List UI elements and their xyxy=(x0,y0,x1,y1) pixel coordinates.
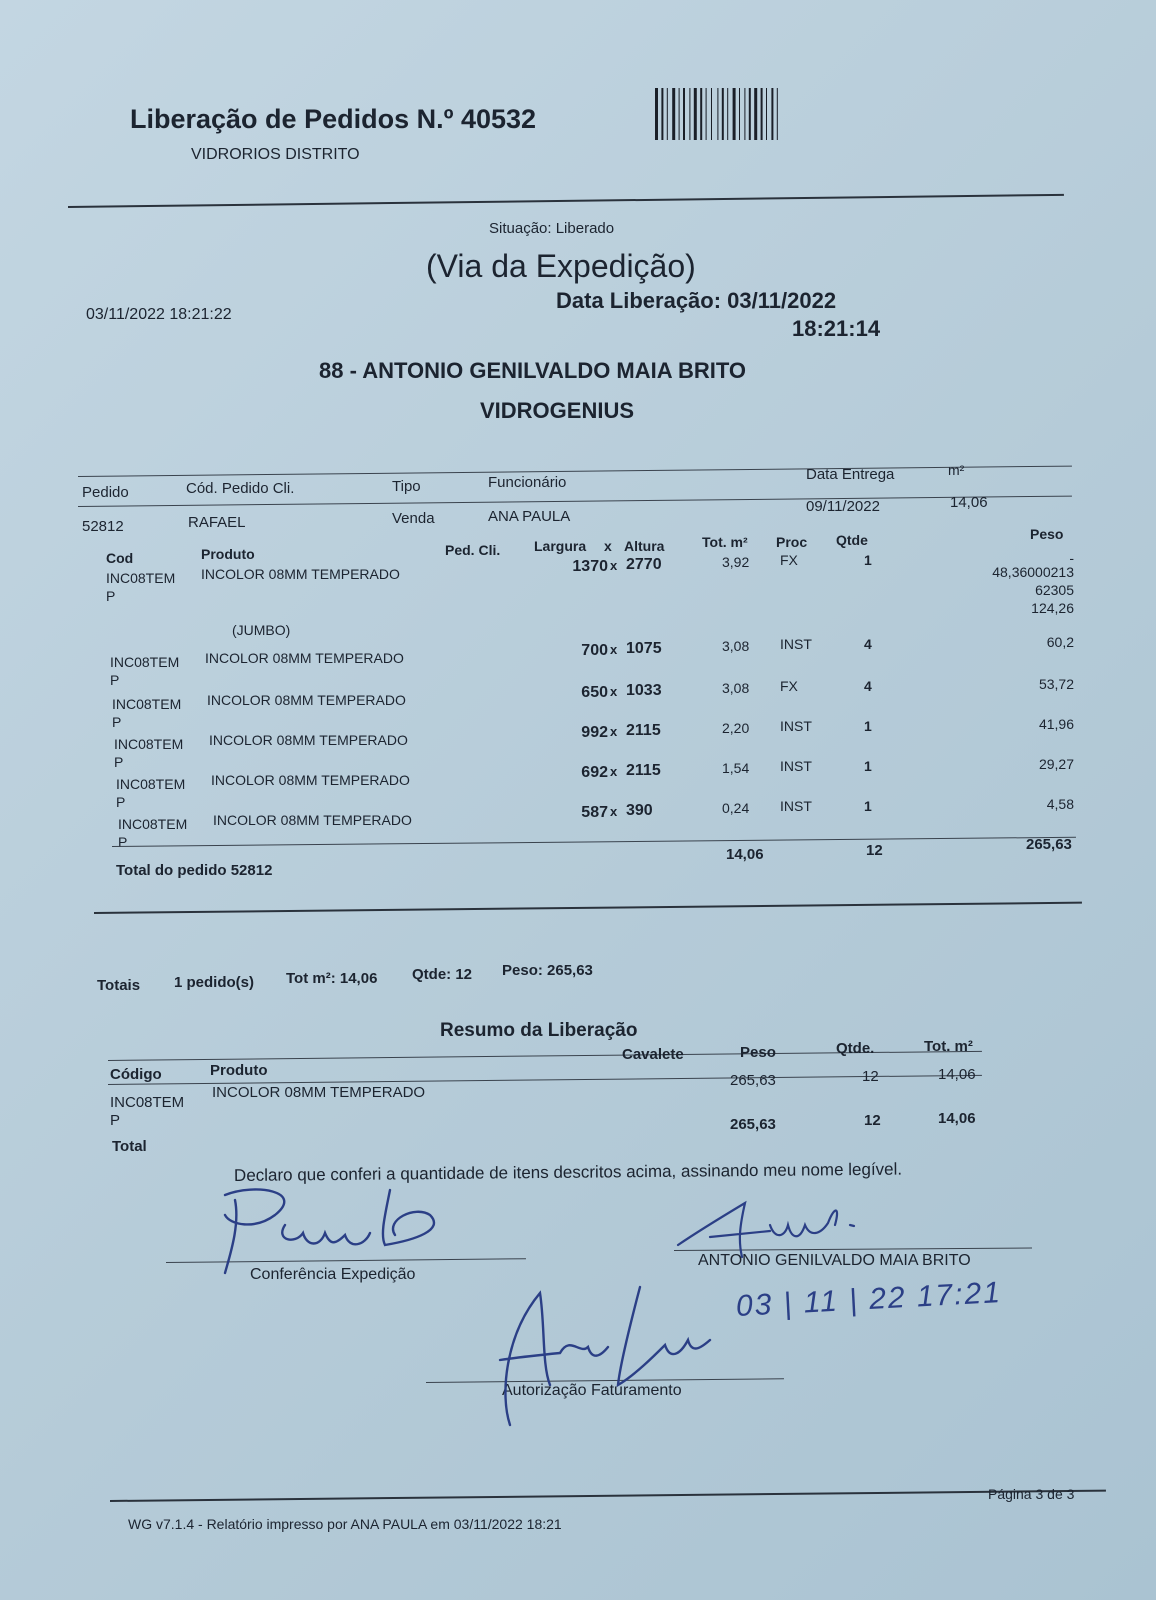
data-liberacao-time: 18:21:14 xyxy=(792,316,881,341)
item-cod-suffix: P xyxy=(112,714,122,730)
value-pedido: 52812 xyxy=(82,518,124,535)
item-largura: 650 xyxy=(581,684,608,701)
col-qtde: Qtde xyxy=(836,532,868,548)
item-tot-m2: 2,20 xyxy=(722,720,750,736)
item-produto: INCOLOR 08MM TEMPERADO xyxy=(211,772,410,788)
resumo-total-peso: 265,63 xyxy=(730,1116,776,1133)
item-cod-suffix: P xyxy=(106,588,116,604)
totais-label: Totais xyxy=(97,977,141,994)
item-altura: 1075 xyxy=(626,640,662,657)
col-cod: Cod xyxy=(106,550,134,566)
item-cod-suffix: P xyxy=(118,834,128,850)
conferencia-label: Conferência Expedição xyxy=(250,1266,416,1283)
item-proc: INST xyxy=(780,718,812,734)
item-produto: INCOLOR 08MM TEMPERADO xyxy=(205,650,404,666)
order-header-mid-line xyxy=(78,496,1072,507)
item-altura: 2770 xyxy=(626,556,662,573)
item-produto: INCOLOR 08MM TEMPERADO xyxy=(213,812,412,828)
item-altura: 2115 xyxy=(626,762,661,779)
signature-autorizacao xyxy=(470,1285,730,1435)
declaration-text: Declaro que conferi a quantidade de itens descritos acima, assinando meu nome legível. xyxy=(233,1159,903,1185)
order-header-top-line xyxy=(78,466,1072,477)
col-proc: Proc xyxy=(776,534,808,550)
resumo-total-m2: 14,06 xyxy=(938,1110,976,1127)
total-pedido-label: Total do pedido 52812 xyxy=(116,862,273,879)
item-peso: 4,58 xyxy=(1046,796,1074,812)
col-ped-cli: Ped. Cli. xyxy=(445,542,501,558)
section-divider xyxy=(94,902,1082,914)
value-funcionario: ANA PAULA xyxy=(488,508,571,525)
item-peso: 41,96 xyxy=(1038,716,1074,732)
resumo-col-tot-m2: Tot. m² xyxy=(924,1038,973,1055)
value-m2: 14,06 xyxy=(950,494,988,511)
total-pedido-peso: 265,63 xyxy=(1026,836,1072,853)
item-produto: INCOLOR 08MM TEMPERADO xyxy=(207,692,406,708)
resumo-col-peso: Peso xyxy=(740,1044,776,1061)
item-peso: 53,72 xyxy=(1038,676,1074,692)
item-cod: INC08TEM xyxy=(118,816,188,832)
label-cod-pedido-cli: Cód. Pedido Cli. xyxy=(186,480,295,497)
item-cod: INC08TEM xyxy=(116,776,186,792)
item-qtde: 1 xyxy=(864,758,872,774)
autorizacao-label: Autorização Faturamento xyxy=(502,1382,682,1399)
totais-pedidos: 1 pedido(s) xyxy=(174,974,255,991)
value-tipo: Venda xyxy=(392,510,435,527)
company-name: VIDRORIOS DISTRITO xyxy=(191,146,360,163)
items-total-line xyxy=(112,837,1076,847)
resumo-total-qtde: 12 xyxy=(864,1112,881,1129)
item-qtde: 4 xyxy=(864,678,872,694)
item-x-separator: x xyxy=(610,642,618,657)
resumo-row-cod: INC08TEM xyxy=(110,1094,185,1111)
col-produto: Produto xyxy=(201,546,255,562)
item-produto: INCOLOR 08MM TEMPERADO xyxy=(201,566,400,582)
item-largura: 992 xyxy=(581,724,608,741)
printed-datetime: 03/11/2022 18:21:22 xyxy=(86,306,232,323)
signature-conferencia xyxy=(185,1185,465,1285)
header-divider xyxy=(68,194,1064,208)
resumo-row-produto: INCOLOR 08MM TEMPERADO xyxy=(212,1084,426,1101)
totais-m2: Tot m²: 14,06 xyxy=(286,970,378,987)
item-tot-m2: 3,92 xyxy=(722,554,750,570)
data-liberacao: Data Liberação: 03/11/2022 xyxy=(556,288,837,313)
item-cod: INC08TEM xyxy=(114,736,184,752)
item-qtde: 1 xyxy=(864,552,872,568)
value-data-entrega: 09/11/2022 xyxy=(806,498,880,515)
item-largura: 1370 xyxy=(572,558,608,575)
item-tot-m2: 3,08 xyxy=(722,680,750,696)
resumo-col-codigo: Código xyxy=(110,1066,162,1083)
totais-qtde: Qtde: 12 xyxy=(412,966,473,983)
item-proc: FX xyxy=(780,678,798,694)
col-altura: Altura xyxy=(624,538,665,554)
item-proc: INST xyxy=(780,758,812,774)
item-cod: INC08TEM xyxy=(106,570,176,586)
item-x-separator: x xyxy=(610,684,618,699)
item-qtde: 1 xyxy=(864,718,872,734)
footer-line xyxy=(110,1490,1106,1502)
item-tot-m2: 3,08 xyxy=(722,638,750,654)
label-m2: m² xyxy=(948,462,965,478)
item-produto: INCOLOR 08MM TEMPERADO xyxy=(209,732,408,748)
resumo-row-cod2: P xyxy=(110,1112,121,1129)
item-largura: 700 xyxy=(581,642,608,659)
totais-peso: Peso: 265,63 xyxy=(502,962,593,979)
item-tot-m2: 0,24 xyxy=(722,800,750,816)
item-tot-m2: 1,54 xyxy=(722,760,750,776)
signature-client xyxy=(670,1195,870,1265)
item-qtde: 4 xyxy=(864,636,872,652)
item-largura: 587 xyxy=(581,804,608,821)
col-peso: Peso xyxy=(1030,526,1064,542)
item-cod-suffix: P xyxy=(116,794,126,810)
item-altura: 2115 xyxy=(626,722,661,739)
item-x-separator: x xyxy=(610,724,618,739)
item-cod: INC08TEM xyxy=(110,654,180,670)
item-peso-line4: 124,26 xyxy=(1031,600,1074,616)
client-name: 88 - ANTONIO GENILVALDO MAIA BRITO xyxy=(319,358,746,383)
item-x-separator: x xyxy=(610,764,618,779)
resumo-row-peso: 265,63 xyxy=(730,1072,776,1089)
item-proc: INST xyxy=(780,636,812,652)
document-title: Liberação de Pedidos N.º 40532 xyxy=(130,104,537,134)
label-data-entrega: Data Entrega xyxy=(806,466,895,483)
item-x-separator: x xyxy=(610,558,618,573)
resumo-row-tot-m2: 14,06 xyxy=(938,1066,976,1083)
item-peso: 29,27 xyxy=(1038,756,1074,772)
client-company: VIDROGENIUS xyxy=(480,398,635,423)
item-largura: 692 xyxy=(581,764,608,781)
resumo-col-produto: Produto xyxy=(210,1062,268,1079)
item-peso-line3: 62305 xyxy=(1035,582,1074,598)
total-pedido-m2: 14,06 xyxy=(726,846,764,863)
label-tipo: Tipo xyxy=(392,478,421,495)
item-proc: FX xyxy=(780,552,798,568)
barcode xyxy=(655,88,831,140)
item-cod-suffix: P xyxy=(114,754,124,770)
item-peso: - xyxy=(1069,550,1074,566)
col-largura: Largura xyxy=(534,538,587,554)
client-sign-name: ANTONIO GENILVALDO MAIA BRITO xyxy=(698,1252,971,1269)
item-altura: 1033 xyxy=(626,682,662,699)
label-pedido: Pedido xyxy=(82,484,129,501)
total-pedido-qtde: 12 xyxy=(866,842,883,859)
resumo-row-qtde: 12 xyxy=(862,1068,879,1085)
footer-page: Página 3 de 3 xyxy=(988,1486,1075,1502)
resumo-total-label: Total xyxy=(112,1138,147,1155)
item-altura: 390 xyxy=(626,802,653,819)
item-qtde: 1 xyxy=(864,798,872,814)
resumo-col-cavalete: Cavalete xyxy=(622,1046,684,1063)
situacao-label: Situação: Liberado xyxy=(489,220,615,237)
item-peso: 60,2 xyxy=(1046,634,1074,650)
col-tot-m2: Tot. m² xyxy=(702,534,748,550)
footer-printed-by: WG v7.1.4 - Relatório impresso por ANA PAULA em 03/11/2022 18:21 xyxy=(128,1516,562,1532)
col-x: x xyxy=(604,538,612,554)
item-proc: INST xyxy=(780,798,812,814)
item-x-separator: x xyxy=(610,804,618,819)
label-funcionario: Funcionário xyxy=(488,474,567,491)
handwritten-date: 03 | 11 | 22 17:21 xyxy=(735,1276,1003,1323)
resumo-col-qtde: Qtde. xyxy=(836,1040,875,1057)
value-cod-pedido-cli: RAFAEL xyxy=(188,514,246,531)
item-cod-suffix: P xyxy=(110,672,120,688)
resumo-title: Resumo da Liberação xyxy=(440,1020,638,1041)
via-label: (Via da Expedição) xyxy=(426,248,696,284)
item-cod: INC08TEM xyxy=(112,696,182,712)
item-peso-line2: 48,36000213 xyxy=(992,564,1074,580)
item-extra: (JUMBO) xyxy=(232,622,291,638)
